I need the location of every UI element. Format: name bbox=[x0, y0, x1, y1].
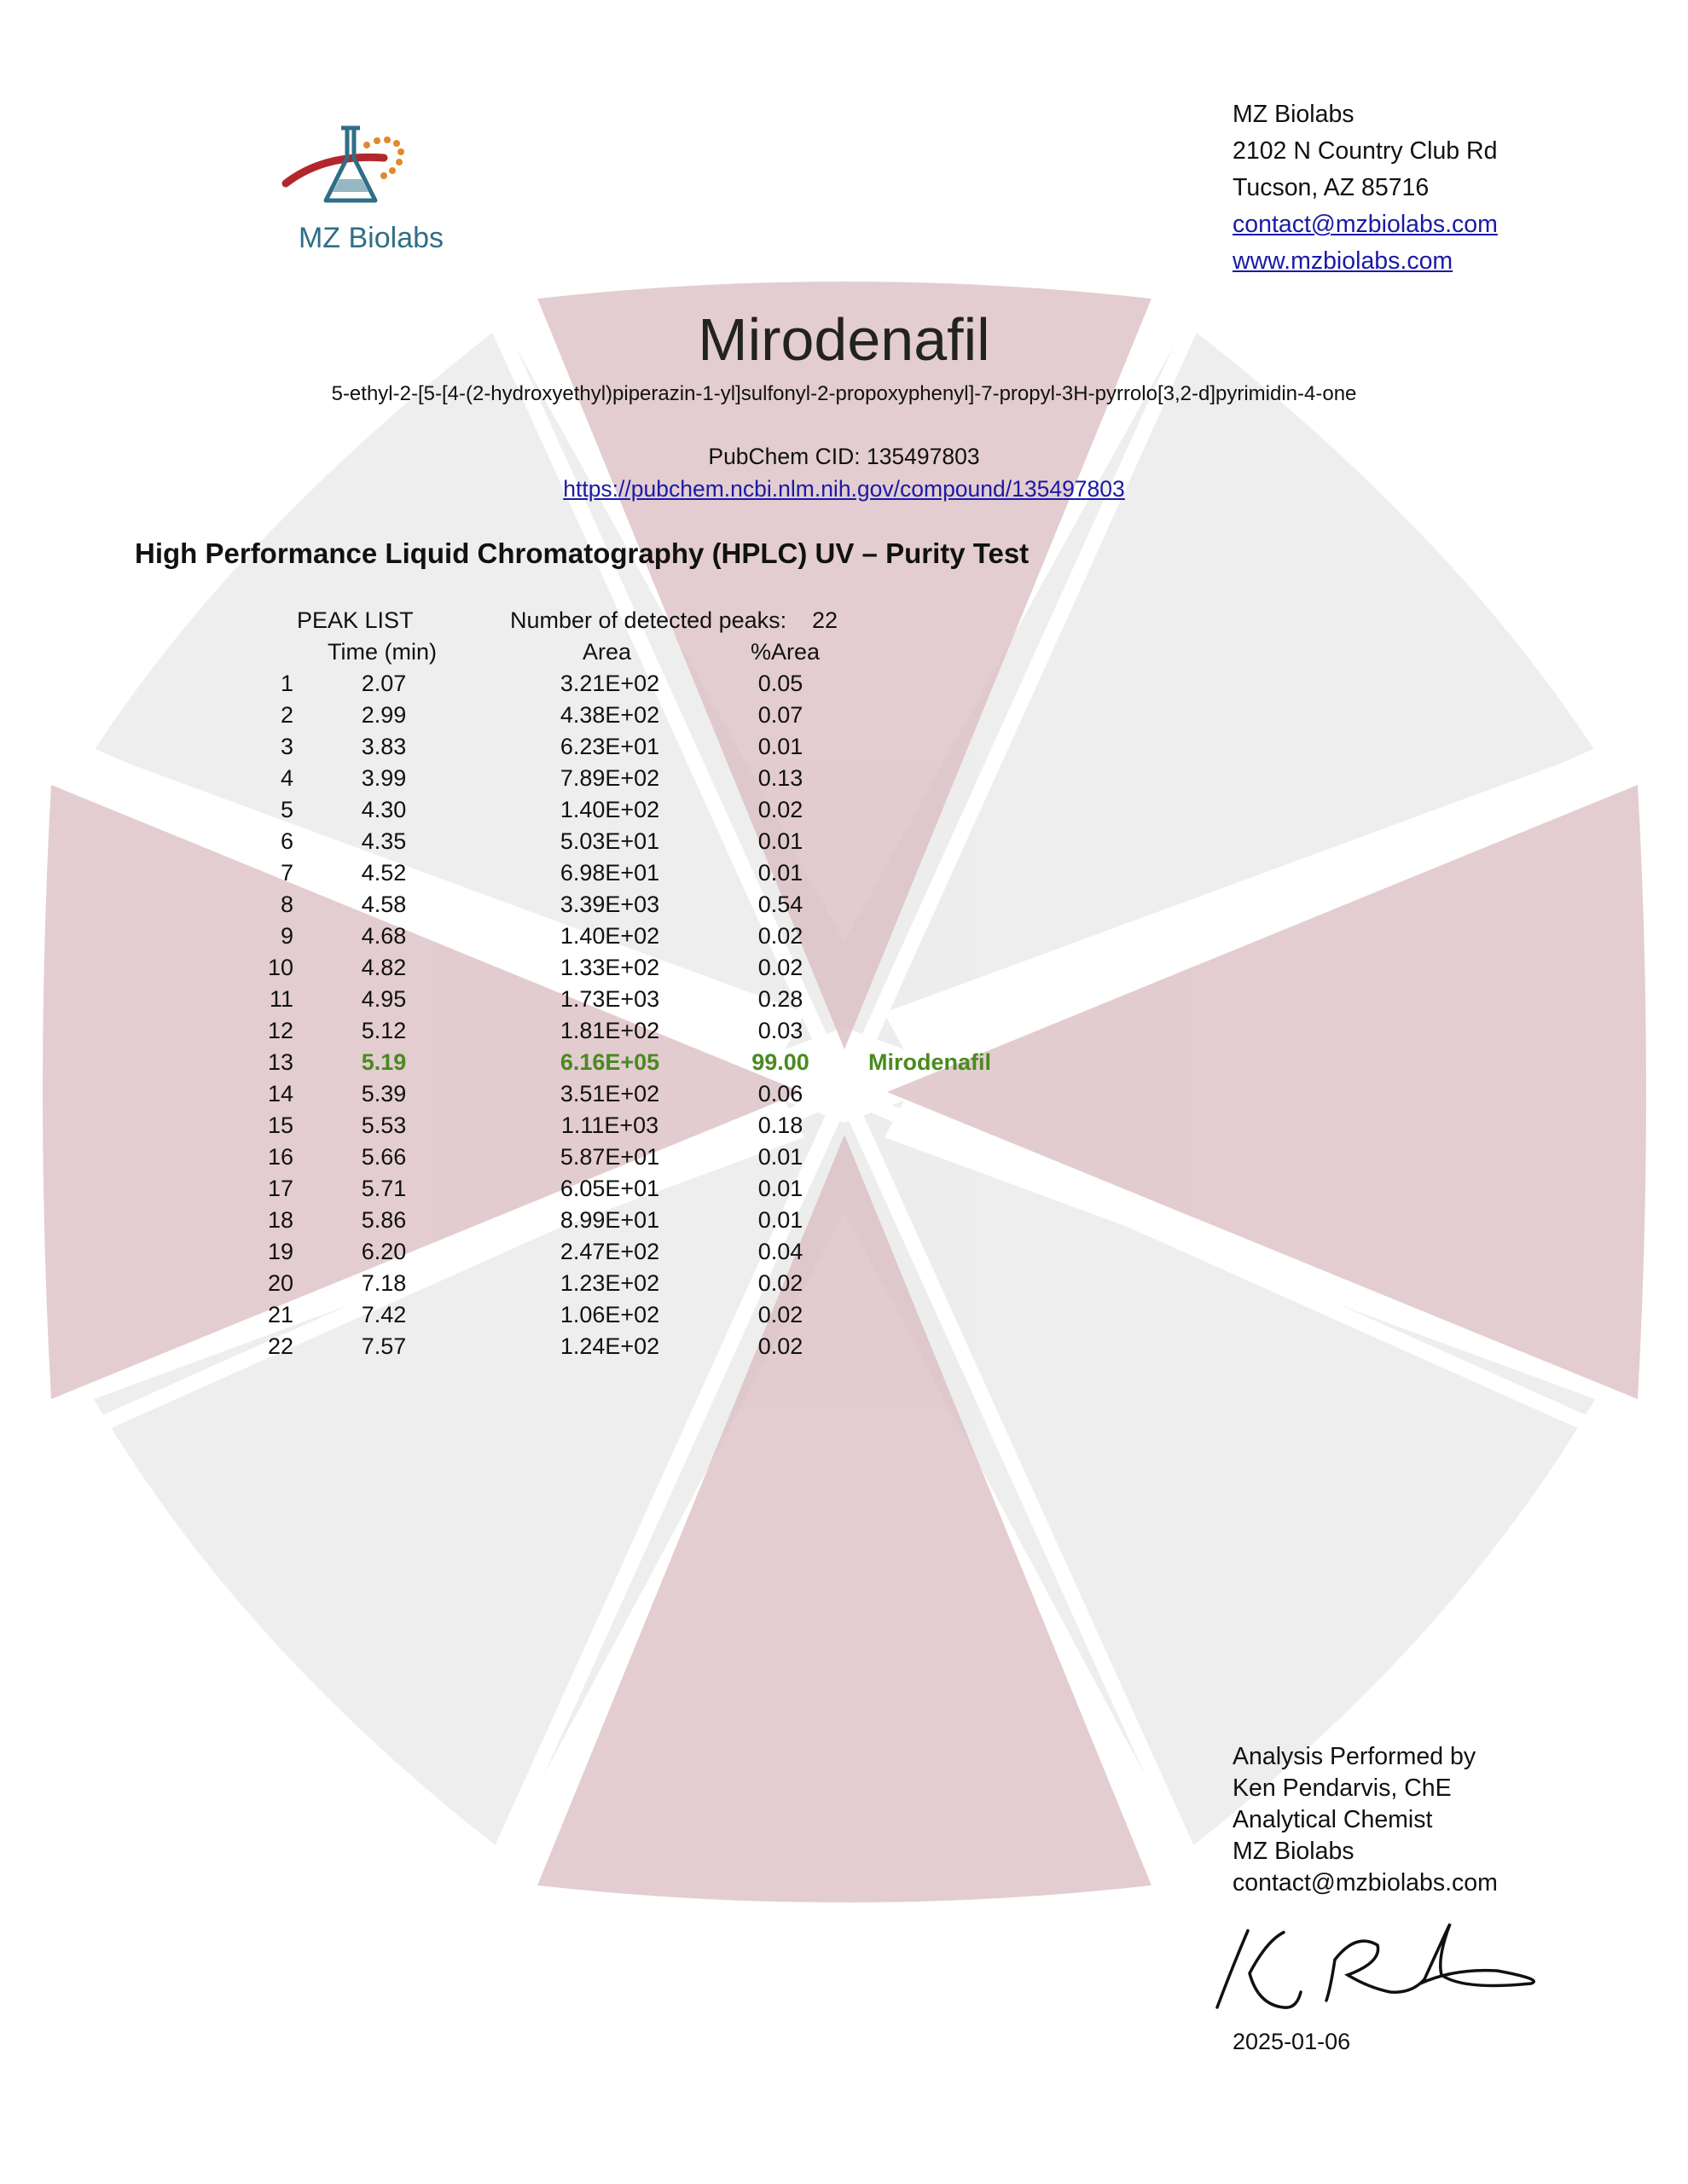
peak-pct-area: 0.05 bbox=[757, 671, 803, 696]
peak-pct-area: 0.01 bbox=[757, 828, 803, 854]
table-row bbox=[0, 1302, 1688, 1333]
table-row bbox=[0, 1333, 1688, 1365]
peak-pct-area: 0.01 bbox=[757, 734, 803, 759]
peak-time: 5.39 bbox=[361, 1081, 407, 1107]
peak-number: 18 bbox=[267, 1207, 293, 1233]
peak-number: 8 bbox=[280, 892, 293, 917]
compound-title: Mirodenafil bbox=[698, 306, 990, 373]
analyst-intro: Analysis Performed by bbox=[1233, 1743, 1476, 1770]
peak-area: 1.06E+02 bbox=[560, 1302, 660, 1327]
table-row bbox=[0, 671, 1688, 702]
analyst-title: Analytical Chemist bbox=[1233, 1806, 1433, 1833]
peak-pct-area: 0.02 bbox=[757, 1270, 803, 1296]
peak-area: 5.03E+01 bbox=[560, 828, 660, 854]
pubchem-link[interactable]: https://pubchem.ncbi.nlm.nih.gov/compound/135497803 bbox=[563, 476, 1125, 502]
table-row-main-peak bbox=[0, 1049, 1688, 1081]
peak-number: 17 bbox=[267, 1176, 293, 1201]
peak-area: 6.05E+01 bbox=[560, 1176, 660, 1201]
peak-area: 1.40E+02 bbox=[560, 797, 660, 822]
address-block bbox=[1233, 96, 1498, 280]
peak-time: 4.58 bbox=[361, 892, 407, 917]
peak-time: 5.71 bbox=[361, 1176, 407, 1201]
column-header-area: Area bbox=[583, 639, 632, 665]
peak-area: 3.51E+02 bbox=[560, 1081, 660, 1107]
peak-pct-area: 0.13 bbox=[757, 765, 803, 791]
column-header-pct-area: %Area bbox=[751, 639, 821, 665]
section-heading: High Performance Liquid Chromatography (HPLC) UV – Purity Test bbox=[135, 537, 1030, 569]
peak-pct-area: 0.02 bbox=[757, 797, 803, 822]
peak-time: 5.86 bbox=[361, 1207, 407, 1233]
peak-number: 4 bbox=[280, 765, 293, 791]
peak-area: 3.21E+02 bbox=[560, 671, 660, 696]
peak-number: 16 bbox=[267, 1144, 293, 1170]
peak-time: 2.07 bbox=[361, 671, 407, 696]
table-row bbox=[0, 734, 1688, 765]
peak-pct-area: 0.18 bbox=[757, 1112, 803, 1138]
peak-time: 7.18 bbox=[361, 1270, 407, 1296]
peak-time: 4.95 bbox=[361, 986, 407, 1012]
peak-area: 7.89E+02 bbox=[560, 765, 660, 791]
peak-area: 3.39E+03 bbox=[560, 892, 660, 917]
peak-compound-name: Mirodenafil bbox=[868, 1049, 992, 1075]
peak-list-label: PEAK LIST bbox=[297, 607, 414, 633]
flask-icon bbox=[281, 119, 478, 222]
peak-number: 19 bbox=[267, 1239, 293, 1264]
peak-time: 4.52 bbox=[361, 860, 407, 886]
peak-pct-area: 0.54 bbox=[757, 892, 803, 917]
analyst-block bbox=[1233, 1741, 1498, 1899]
table-row bbox=[0, 1018, 1688, 1049]
peak-time: 7.42 bbox=[361, 1302, 407, 1327]
peak-time: 5.66 bbox=[361, 1144, 407, 1170]
peak-time: 4.30 bbox=[361, 797, 407, 822]
peak-time: 5.12 bbox=[361, 1018, 407, 1043]
peak-time: 5.19 bbox=[361, 1049, 407, 1075]
company-logo bbox=[281, 119, 478, 264]
peak-area: 1.33E+02 bbox=[560, 955, 660, 980]
peak-area: 1.40E+02 bbox=[560, 923, 660, 949]
peak-pct-area: 0.02 bbox=[757, 923, 803, 949]
peak-pct-area: 0.01 bbox=[757, 1144, 803, 1170]
analyst-name: Ken Pendarvis, ChE bbox=[1233, 1774, 1452, 1802]
peak-number: 1 bbox=[280, 671, 293, 696]
peak-number: 14 bbox=[267, 1081, 293, 1107]
table-row bbox=[0, 765, 1688, 797]
peak-pct-area: 0.01 bbox=[757, 860, 803, 886]
peak-number: 5 bbox=[280, 797, 293, 822]
peak-number: 9 bbox=[280, 923, 293, 949]
peak-area: 2.47E+02 bbox=[560, 1239, 660, 1264]
table-row bbox=[0, 1270, 1688, 1302]
pubchem-url-line bbox=[0, 476, 1688, 502]
city-state-zip: Tucson, AZ 85716 bbox=[1233, 174, 1430, 201]
table-row bbox=[0, 986, 1688, 1018]
peak-area: 1.73E+03 bbox=[560, 986, 660, 1012]
peak-area: 6.23E+01 bbox=[560, 734, 660, 759]
peak-number: 12 bbox=[267, 1018, 293, 1043]
peak-number: 21 bbox=[267, 1302, 293, 1327]
peak-area: 5.87E+01 bbox=[560, 1144, 660, 1170]
peak-pct-area: 0.02 bbox=[757, 955, 803, 980]
peak-number: 20 bbox=[267, 1270, 293, 1296]
peak-time: 3.83 bbox=[361, 734, 407, 759]
peak-pct-area: 0.06 bbox=[757, 1081, 803, 1107]
peak-time: 5.53 bbox=[361, 1112, 407, 1138]
table-row bbox=[0, 1239, 1688, 1270]
peak-pct-area: 0.04 bbox=[757, 1239, 803, 1264]
peak-pct-area: 0.03 bbox=[757, 1018, 803, 1043]
iupac-name: 5-ethyl-2-[5-[4-(2-hydroxyethyl)piperazin-1-yl]sulfonyl-2-propoxyphenyl]-7-propyl-3H-pyrrolo[3,2-d]pyrimidin-4-one bbox=[331, 382, 1357, 405]
peak-time: 4.82 bbox=[361, 955, 407, 980]
table-row bbox=[0, 1176, 1688, 1207]
table-row bbox=[0, 1144, 1688, 1176]
peak-number: 6 bbox=[280, 828, 293, 854]
peak-time: 6.20 bbox=[361, 1239, 407, 1264]
peak-count-value: 22 bbox=[812, 607, 838, 633]
peak-time: 3.99 bbox=[361, 765, 407, 791]
peak-number: 10 bbox=[267, 955, 293, 980]
table-row bbox=[0, 828, 1688, 860]
peak-number: 7 bbox=[280, 860, 293, 886]
peak-pct-area: 0.02 bbox=[757, 1302, 803, 1327]
peak-time: 4.35 bbox=[361, 828, 407, 854]
pubchem-cid: PubChem CID: 135497803 bbox=[708, 444, 980, 469]
peak-area: 1.23E+02 bbox=[560, 1270, 660, 1296]
table-row bbox=[0, 797, 1688, 828]
peak-area: 1.81E+02 bbox=[560, 1018, 660, 1043]
table-row bbox=[0, 702, 1688, 734]
table-row bbox=[0, 923, 1688, 955]
company-name: MZ Biolabs bbox=[1233, 101, 1354, 128]
peak-number: 15 bbox=[267, 1112, 293, 1138]
peak-time: 2.99 bbox=[361, 702, 407, 728]
peak-count-label: Number of detected peaks: bbox=[510, 607, 787, 633]
peak-table bbox=[0, 671, 1688, 1365]
column-header-time: Time (min) bbox=[328, 639, 437, 665]
peak-pct-area: 0.07 bbox=[757, 702, 803, 728]
table-row bbox=[0, 955, 1688, 986]
peak-area: 1.11E+03 bbox=[560, 1112, 659, 1138]
peak-number: 11 bbox=[269, 986, 293, 1012]
peak-number: 13 bbox=[267, 1049, 293, 1075]
peak-number: 2 bbox=[280, 702, 293, 728]
peak-area: 6.16E+05 bbox=[560, 1049, 660, 1075]
street-address: 2102 N Country Club Rd bbox=[1233, 137, 1498, 165]
analyst-company: MZ Biolabs bbox=[1233, 1838, 1354, 1865]
peak-time: 7.57 bbox=[361, 1333, 407, 1359]
peak-number: 22 bbox=[267, 1333, 293, 1359]
peak-area: 6.98E+01 bbox=[560, 860, 660, 886]
logo-text: MZ Biolabs bbox=[298, 222, 444, 254]
peak-pct-area: 0.01 bbox=[757, 1176, 803, 1201]
email-link[interactable]: contact@mzbiolabs.com bbox=[1233, 211, 1498, 238]
peak-pct-area: 0.02 bbox=[757, 1333, 803, 1359]
table-row bbox=[0, 1112, 1688, 1144]
table-row bbox=[0, 860, 1688, 892]
peak-area: 8.99E+01 bbox=[560, 1207, 660, 1233]
peak-pct-area: 0.28 bbox=[757, 986, 803, 1012]
peak-area: 4.38E+02 bbox=[560, 702, 660, 728]
peak-pct-area: 99.00 bbox=[751, 1049, 809, 1075]
peak-number: 3 bbox=[280, 734, 293, 759]
peak-time: 4.68 bbox=[361, 923, 407, 949]
table-row bbox=[0, 1207, 1688, 1239]
peak-pct-area: 0.01 bbox=[757, 1207, 803, 1233]
sign-date: 2025-01-06 bbox=[1233, 2029, 1351, 2054]
website-link[interactable]: www.mzbiolabs.com bbox=[1233, 247, 1453, 275]
signature-image bbox=[1207, 1907, 1548, 2026]
table-row bbox=[0, 892, 1688, 923]
peak-area: 1.24E+02 bbox=[560, 1333, 660, 1359]
table-row bbox=[0, 1081, 1688, 1112]
analyst-email: contact@mzbiolabs.com bbox=[1233, 1869, 1498, 1896]
